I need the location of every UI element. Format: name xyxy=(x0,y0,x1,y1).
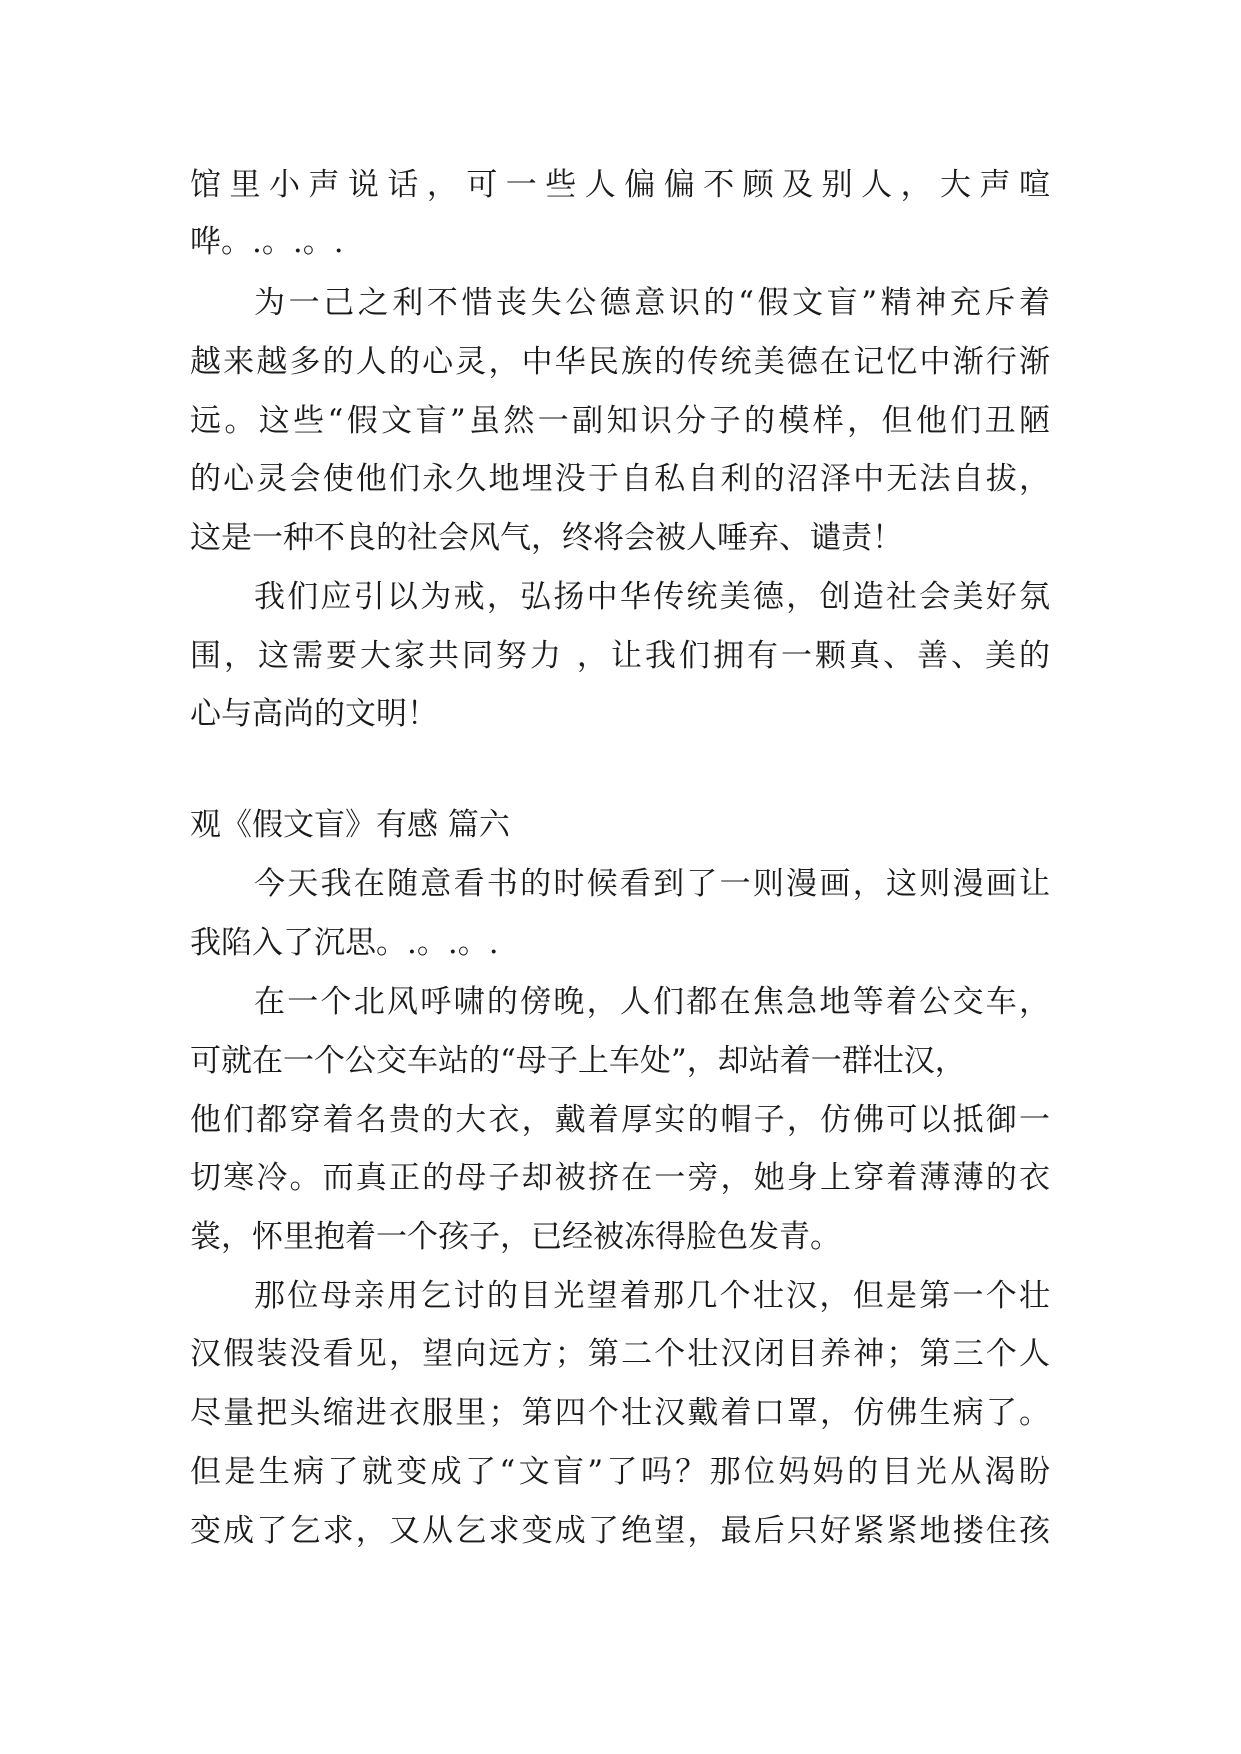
paragraph-line: 那位母亲用乞讨的目光望着那几个壮汉，但是第一个壮 xyxy=(254,1278,1050,1314)
paragraph-line: 但是生病了就变成了“文盲”了吗？那位妈妈的目光从渴盼 xyxy=(190,1454,1050,1490)
paragraph-line: 我陷入了沉思。.。.。. xyxy=(190,925,499,961)
paragraph-line: 在一个北风呼啸的傍晚，人们都在焦急地等着公交车， xyxy=(254,984,1050,1020)
paragraph-line: 变成了乞求，又从乞求变成了绝望，最后只好紧紧地搂住孩 xyxy=(190,1513,1050,1549)
paragraph-line: 为一己之利不惜丧失公德意识的“假文盲”精神充斥着 xyxy=(254,285,1050,321)
paragraph-line: 的心灵会使他们永久地埋没于自私自利的沼泽中无法自拔， xyxy=(190,461,1050,497)
paragraph-line: 切寒冷。而真正的母子却被挤在一旁，她身上穿着薄薄的衣 xyxy=(190,1160,1050,1196)
paragraph-line: 尽量把头缩进衣服里；第四个壮汉戴着口罩，仿佛生病了。 xyxy=(190,1395,1050,1431)
paragraph-line: 围，这需要大家共同努力 ，让我们拥有一颗真、善、美的 xyxy=(190,638,1050,674)
paragraph-line: 越来越多的人的心灵，中华民族的传统美德在记忆中渐行渐 xyxy=(190,344,1050,380)
paragraph-line: 裳，怀里抱着一个孩子，已经被冻得脸色发青。 xyxy=(190,1219,841,1255)
paragraph-line: 心与高尚的文明！ xyxy=(190,696,438,732)
paragraph-line: 汉假装没看见，望向远方；第二个壮汉闭目养神；第三个人 xyxy=(190,1336,1050,1372)
paragraph-line: 今天我在随意看书的时候看到了一则漫画，这则漫画让 xyxy=(254,866,1050,902)
paragraph-line: 馆里小声说话，可一些人偏偏不顾及别人，大声喧 xyxy=(190,167,1050,203)
section-heading: 观《假文盲》有感 篇六 xyxy=(190,807,510,843)
paragraph-line: 他们都穿着名贵的大衣，戴着厚实的帽子，仿佛可以抵御一 xyxy=(190,1102,1050,1138)
paragraph-line: 哗。.。.。. xyxy=(190,224,344,260)
paragraph-line: 远。这些“假文盲”虽然一副知识分子的模样，但他们丑陋 xyxy=(190,403,1050,439)
paragraph-line: 这是一种不良的社会风气，终将会被人唾弃、谴责！ xyxy=(190,520,903,556)
paragraph-line: 可就在一个公交车站的“母子上车处”，却站着一群壮汉， xyxy=(190,1043,966,1079)
paragraph-line: 我们应引以为戒，弘扬中华传统美德，创造社会美好氛 xyxy=(254,579,1050,615)
